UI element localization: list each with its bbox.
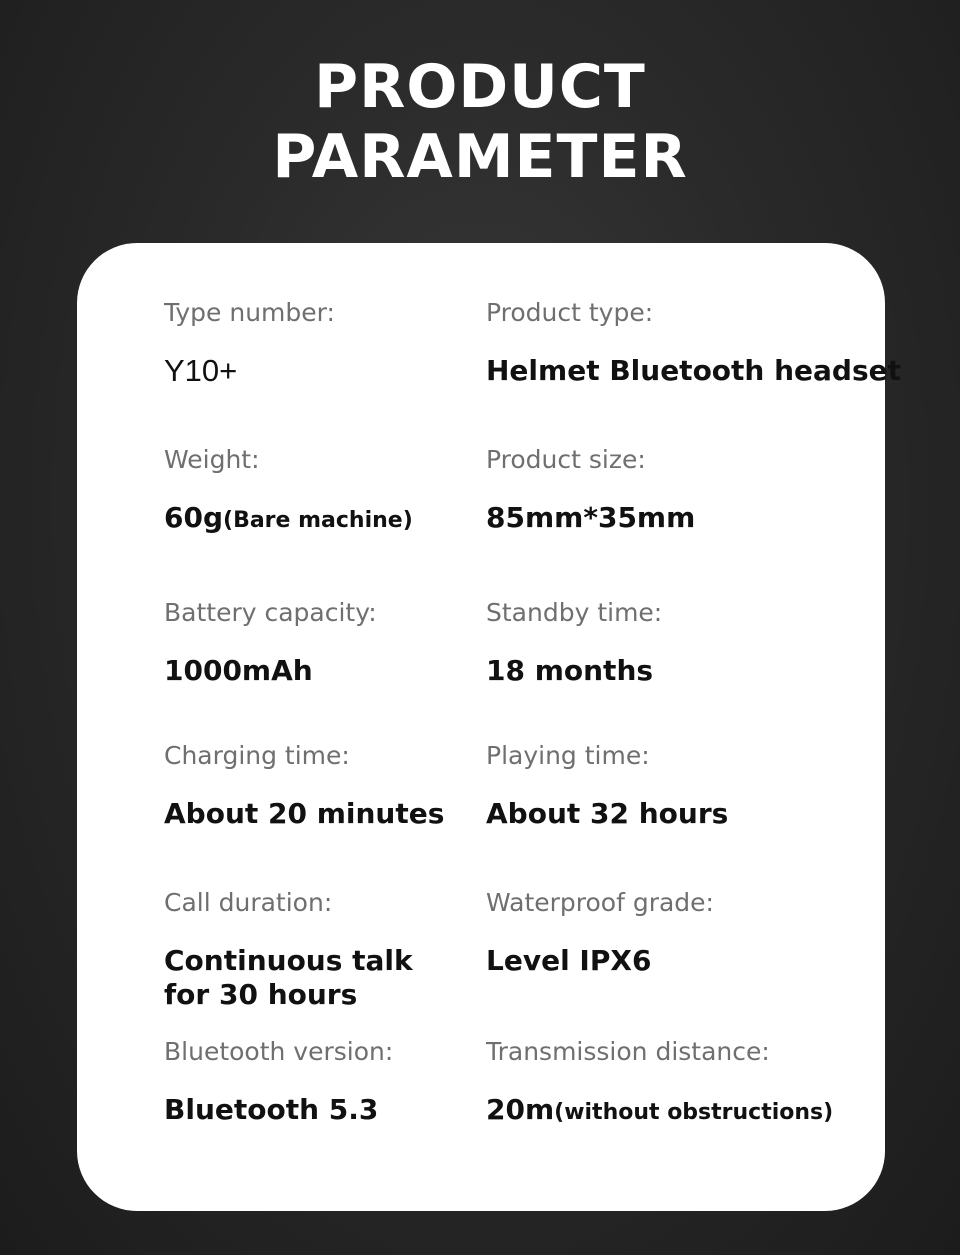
- param-playing-time: [486, 741, 886, 831]
- param-standby-time: [486, 598, 886, 688]
- param-value: Level IPX6: [486, 944, 652, 977]
- param-label: Standby time:: [486, 598, 663, 627]
- page-title: [0, 52, 960, 192]
- param-value-note: (Bare machine): [223, 508, 413, 533]
- param-value: 18 months: [486, 654, 654, 687]
- param-value: About 20 minutes: [164, 797, 445, 830]
- param-value: Y10+: [164, 353, 238, 388]
- param-product-size: [486, 445, 886, 535]
- param-value-note: (without obstructions): [554, 1100, 834, 1125]
- param-value-main: 20m: [486, 1093, 555, 1126]
- param-value: [486, 1093, 886, 1130]
- param-label: Bluetooth version:: [164, 1037, 394, 1066]
- param-label: Call duration:: [164, 888, 333, 917]
- param-label: Charging time:: [164, 741, 350, 770]
- param-label: Waterproof grade:: [486, 888, 714, 917]
- param-value-main: 60g: [164, 501, 224, 534]
- param-value-line-1: Continuous talk: [164, 944, 413, 977]
- param-label: Product size:: [486, 445, 646, 474]
- param-value: 1000mAh: [164, 654, 313, 687]
- title-line-2: PARAMETER: [272, 122, 688, 192]
- param-product-type: [486, 298, 902, 388]
- param-label: Playing time:: [486, 741, 650, 770]
- param-label: Transmission distance:: [486, 1037, 770, 1066]
- param-value: Helmet Bluetooth headset: [486, 354, 902, 387]
- param-value-line-2: for 30 hours: [164, 978, 358, 1011]
- param-label: Weight:: [164, 445, 260, 474]
- title-line-1: PRODUCT: [314, 52, 646, 122]
- param-label: Battery capacity:: [164, 598, 377, 627]
- param-waterproof-grade: [486, 888, 886, 978]
- param-value: About 32 hours: [486, 797, 729, 830]
- param-label: Product type:: [486, 298, 654, 327]
- param-label: Type number:: [164, 298, 335, 327]
- parameter-card: [77, 243, 902, 1211]
- param-value: 85mm*35mm: [486, 501, 696, 534]
- param-transmission-distance: [486, 1037, 886, 1130]
- param-value: Bluetooth 5.3: [164, 1093, 379, 1126]
